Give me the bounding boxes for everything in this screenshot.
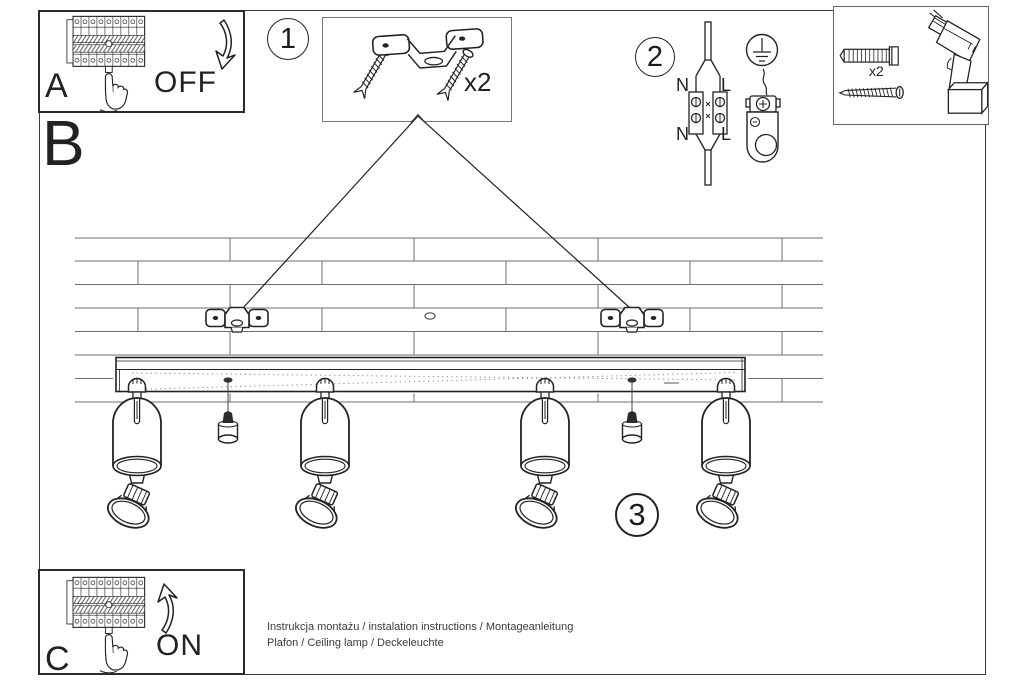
step-2-number: 2 — [646, 40, 664, 73]
step-3-number: 3 — [628, 497, 646, 532]
arrow-down-icon — [212, 18, 248, 70]
ground-terminal-icon — [746, 96, 780, 162]
step-1-badge — [267, 18, 309, 60]
ground-wire — [763, 69, 767, 95]
wiring-diagram-icon — [650, 12, 810, 192]
tools-box — [833, 6, 989, 125]
wire-label-n-top: N — [676, 75, 689, 95]
panel-c-state-on: ON — [156, 629, 203, 662]
arrow-up-icon — [154, 583, 190, 635]
mounting-screw-icon — [840, 87, 904, 99]
breaker-panel-on-icon — [62, 576, 157, 674]
earth-symbol-icon — [747, 35, 778, 66]
section-b-letter: B — [42, 107, 85, 179]
panel-a-state-off: OFF — [154, 66, 217, 99]
step-2-badge — [635, 37, 675, 77]
wire-label-l-bottom: L — [721, 124, 732, 144]
step-1-number: 1 — [279, 22, 297, 55]
wire-label-l-top: L — [721, 75, 732, 95]
footer-title-line1: Instrukcja montażu / instalation instructions / Montageanleitung — [267, 621, 574, 633]
panel-c-letter: C — [45, 640, 70, 678]
wire-label-n-bottom: N — [676, 124, 689, 144]
drill-icon — [929, 10, 988, 113]
tools-quantity: x2 — [869, 63, 884, 79]
panel-a-letter: A — [45, 67, 68, 105]
breaker-panel-off-icon — [62, 15, 157, 113]
step-3-badge — [615, 493, 659, 537]
step-1-quantity: x2 — [464, 67, 492, 97]
tools-icon — [834, 7, 988, 124]
mains-cable-terminal-icon — [689, 22, 727, 185]
footer-title-line2: Plafon / Ceiling lamp / Deckeleuchte — [267, 637, 444, 649]
